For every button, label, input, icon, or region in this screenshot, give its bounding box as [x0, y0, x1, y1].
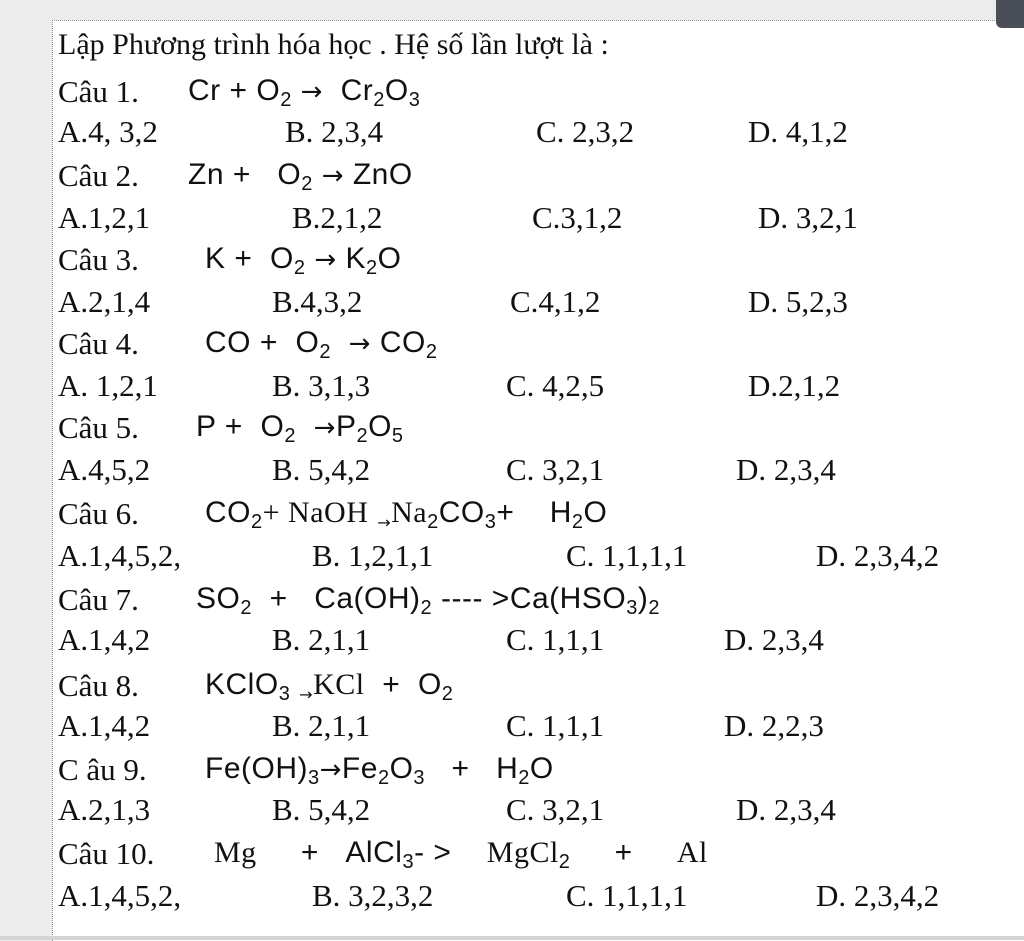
option-a: A.4, 3,2	[58, 114, 158, 149]
bottom-strip	[0, 936, 1024, 940]
option-b: B. 2,3,4	[285, 114, 384, 149]
question-equation: Zn + $O_2$ → ZnO	[188, 158, 413, 195]
question-equation: $K + O_2 \to K_2O$	[205, 242, 402, 279]
option-a: A.1,4,2	[58, 622, 151, 657]
option-d: D. 4,1,2	[748, 114, 848, 149]
question-equation: $Fe(OH)_3\to Fe_2O_3$ + $H_2O$	[205, 752, 554, 789]
question-label: C âu 9.	[58, 752, 147, 787]
option-b: B. 3,2,3,2	[312, 878, 434, 913]
question-label: Câu 1.	[58, 74, 139, 109]
option-d: D. 2,3,4	[736, 792, 836, 827]
option-c: C. 1,1,1	[506, 708, 605, 743]
option-c: C.3,1,2	[532, 200, 623, 235]
option-b: B. 5,4,2	[272, 452, 371, 487]
option-c: C. 2,3,2	[536, 114, 635, 149]
option-d: D. 2,2,3	[724, 708, 824, 743]
option-b: B. 1,2,1,1	[312, 538, 434, 573]
option-c: C. 1,1,1	[506, 622, 605, 657]
option-d: D. 5,2,3	[748, 284, 848, 319]
option-a: A.4,5,2	[58, 452, 151, 487]
option-b: B. 5,4,2	[272, 792, 371, 827]
option-a: A.2,1,3	[58, 792, 151, 827]
option-b: B. 2,1,1	[272, 708, 371, 743]
option-c: C. 3,2,1	[506, 452, 605, 487]
option-b: B. 3,1,3	[272, 368, 371, 403]
question-label: Câu 4.	[58, 326, 139, 361]
question-equation: CO + $O_2 \to CO_2$	[205, 326, 438, 363]
option-c: C.4,1,2	[510, 284, 601, 319]
option-a: A.1,4,5,2,	[58, 878, 182, 913]
question-label: Câu 2.	[58, 158, 139, 193]
question-label: Câu 6.	[58, 496, 139, 531]
option-d: D. 2,3,4	[724, 622, 824, 657]
option-a: A.2,1,4	[58, 284, 151, 319]
option-c: C. 3,2,1	[506, 792, 605, 827]
option-c: C. 4,2,5	[506, 368, 605, 403]
question-equation: $P + O_2 \to P_2O_5$	[196, 410, 404, 447]
question-label: Câu 10.	[58, 836, 155, 871]
question-equation: KClO$_3$ $_\to KCl + O_2$	[205, 668, 454, 705]
option-b: B. 2,1,1	[272, 622, 371, 657]
window-corner-tab[interactable]	[996, 0, 1024, 28]
option-d: D. 2,3,4,2	[816, 538, 940, 573]
option-a: A. 1,2,1	[58, 368, 158, 403]
question-equation: Mg + AlCl$_3$- > MgCl$_2$ + Al	[214, 836, 708, 873]
question-label: Câu 5.	[58, 410, 139, 445]
option-c: C. 1,1,1,1	[566, 538, 688, 573]
option-a: A.1,4,5,2,	[58, 538, 182, 573]
question-label: Câu 7.	[58, 582, 139, 617]
question-equation: $SO_2$ + $Ca(OH)_2$ ---- $>Ca(HSO_3)_2$	[196, 582, 660, 619]
question-label: Câu 8.	[58, 668, 139, 703]
option-c: C. 1,1,1,1	[566, 878, 688, 913]
option-b: B.2,1,2	[292, 200, 383, 235]
option-d: D. 2,3,4,2	[816, 878, 940, 913]
question-equation: $CO_2+$ NaOH $_\to Na_2CO_3+$ $H_2O$	[205, 496, 608, 533]
option-a: A.1,4,2	[58, 708, 151, 743]
option-b: B.4,3,2	[272, 284, 363, 319]
option-d: D. 2,3,4	[736, 452, 836, 487]
question-equation: $Cr + O_2 \to Cr_2O_3$	[188, 74, 421, 111]
option-a: A.1,2,1	[58, 200, 151, 235]
option-d: D.2,1,2	[748, 368, 841, 403]
option-d: D. 3,2,1	[758, 200, 858, 235]
page-title: Lập Phương trình hóa học . Hệ số lần lượt là :	[58, 28, 609, 61]
question-label: Câu 3.	[58, 242, 139, 277]
